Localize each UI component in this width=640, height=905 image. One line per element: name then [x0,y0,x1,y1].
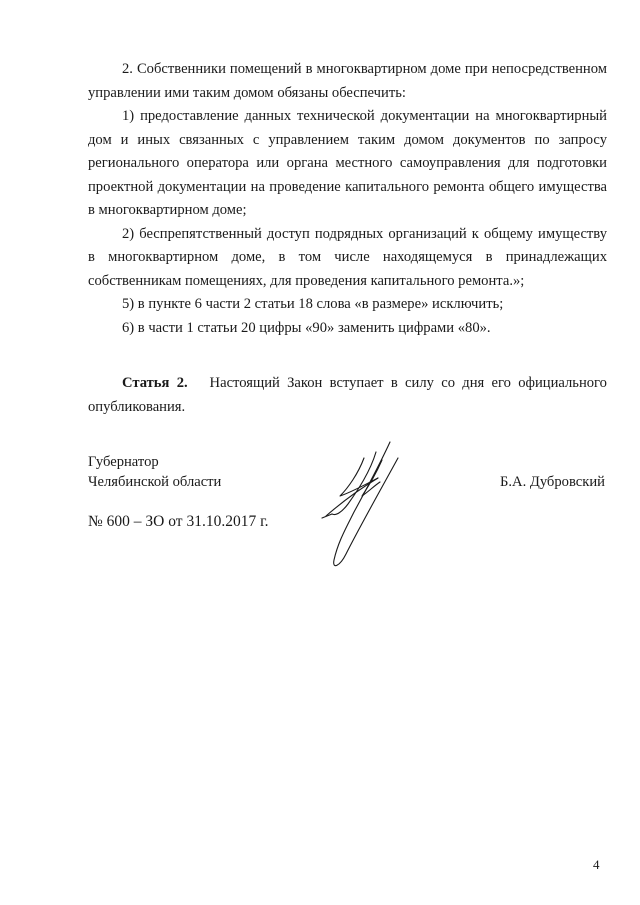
law-number-date: № 600 – ЗО от 31.10.2017 г. [88,513,269,530]
paragraph-owners-obligations: 2. Собственники помещений в многоквартирном доме при непосредственном управлении ими таким домом обязаны обеспечить: [88,61,607,101]
signatory-name: Б.А. Дубровский [500,474,605,490]
signatory-title-line2: Челябинской области [88,474,222,490]
signatory-title [88,452,221,492]
signatory-title-line1: Губернатор [88,454,159,470]
paragraph-item-1: 1) предоставление данных технической документации на многоквартирный дом и иных связанных с управлением таким домом документов по запросу регионального оператора или органа местного самоуправления для подготовки проектной документации на проведение капитального ремонта общего имущества в многоквартирном доме; [88,108,607,218]
paragraph-item-6: 6) в части 1 статьи 20 цифры «90» заменить цифрами «80». [122,319,491,336]
paragraph-item-2: 2) беспрепятственный доступ подрядных организаций к общему имуществу в многоквартирном доме, в том числе находящемуся в принадлежащих собственникам помещениях, для проведения капитального ремонта.»; [88,225,607,289]
handwritten-signature [318,438,414,568]
amendment-text [88,58,607,340]
paragraph-item-5: 5) в пункте 6 части 2 статьи 18 слова «в размере» исключить; [122,296,504,312]
page-number: 4 [593,857,600,872]
article-label: Статья 2. [122,375,188,391]
article-2 [88,372,607,419]
article-2-paragraph [88,372,607,419]
article-text: Настоящий Закон вступает в силу со дня его официального опубликования. [88,375,607,415]
